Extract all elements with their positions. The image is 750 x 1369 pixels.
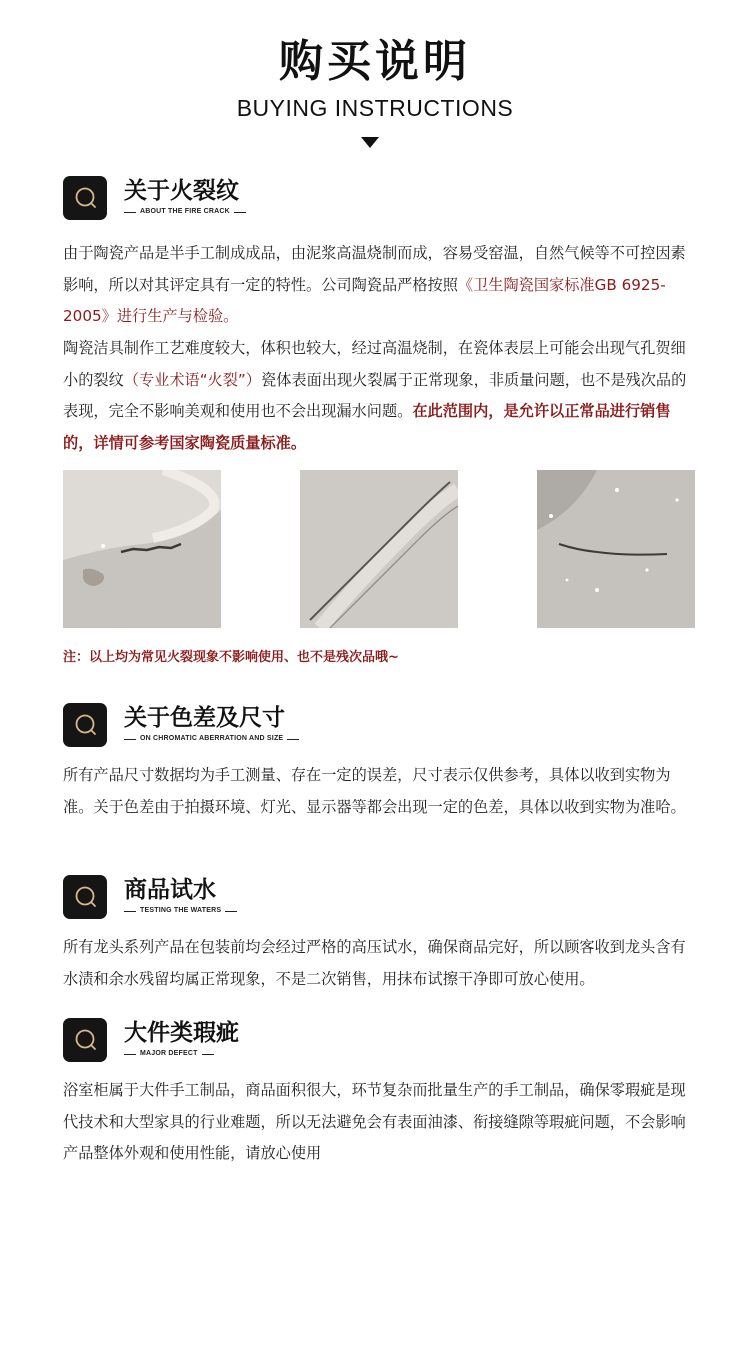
section-subtitle-fire-crack [124, 207, 246, 217]
section-subtitle-major-defect [124, 1049, 214, 1059]
color-size-paragraph: 所有产品尺寸数据均为手工测量、存在一定的误差，尺寸表示仅供参考，具体以收到实物为准。关于色差由于拍摄环境、灯光、显示器等都会出现一定的色差，具体以收到实物为准哈。 [63, 766, 686, 816]
fire-crack-paragraph-1 [63, 238, 695, 333]
section-title-major-defect: 大件类瑕疵 [124, 1020, 239, 1046]
crack-photo-3 [537, 470, 695, 628]
section-title-color-size: 关于色差及尺寸 [124, 705, 285, 731]
subtitle-rule [234, 212, 246, 213]
magnifier-icon [63, 875, 107, 919]
sales-permission-note: 在此范围内，是允许以正常品进行销售的，详情可参考国家陶瓷质量标准。 [63, 402, 671, 452]
section-subtitle-color-size [124, 734, 299, 744]
water-test-paragraph: 所有龙头系列产品在包装前均会经过严格的高压试水，确保商品完好，所以顾客收到龙头含有水渍和余水残留均属正常现象，不是二次销售，用抹布试擦干净即可放心使用。 [63, 938, 686, 988]
subtitle-rule [124, 911, 136, 912]
page-subtitle: BUYING INSTRUCTIONS [236, 95, 514, 121]
standard-reference: 《卫生陶瓷国家标准GB 6925-2005》进行生产与检验。 [63, 275, 666, 325]
paragraph-text: 陶瓷洁具制作工艺难度较大，体积也较大，经过高温烧制，在瓷体表层上可能会出现气孔贺细小的裂纹 [63, 339, 686, 389]
term-fire-crack: （专业术语“火裂”） [123, 370, 261, 389]
section-title-water-test: 商品试水 [124, 877, 216, 903]
section-subtitle-text: ABOUT THE FIRE CRACK [140, 208, 230, 215]
fire-crack-note: 注：以上均为常见火裂现象不影响使用、也不是残次品哦~ [63, 650, 399, 665]
magnifier-icon [63, 176, 107, 220]
subtitle-rule [124, 739, 136, 740]
section-subtitle-text: TESTING THE WATERS [140, 907, 222, 914]
subtitle-rule [287, 739, 299, 740]
crack-photo-1 [63, 470, 221, 628]
subtitle-rule [124, 212, 136, 213]
down-arrow-icon [361, 137, 379, 148]
subtitle-rule [225, 911, 237, 912]
fire-crack-paragraph-2 [63, 333, 695, 459]
magnifier-icon [63, 703, 107, 747]
paragraph-text: 由于陶瓷产品是半手工制成成品，由泥浆高温烧制而成，容易受窑温，自然气候等不可控因素影响，所以对其评定具有一定的特性。公司陶瓷品严格按照 [63, 244, 686, 294]
section-subtitle-text: ON CHROMATIC ABERRATION AND SIZE [140, 735, 284, 742]
crack-photo-2 [300, 470, 458, 628]
section-subtitle-water-test [124, 906, 237, 916]
paragraph-text: 瓷体表面出现火裂属于正常现象，非质量问题，也不是残次品的表现，完全不影响美观和使用也不会出现漏水问题。 [63, 370, 687, 420]
subtitle-rule [124, 1054, 136, 1055]
page-title: 购买说明 [279, 36, 471, 87]
magnifier-icon [63, 1018, 107, 1062]
subtitle-rule [202, 1054, 214, 1055]
section-subtitle-text: MAJOR DEFECT [140, 1050, 198, 1057]
section-title-fire-crack: 关于火裂纹 [124, 178, 239, 204]
major-defect-paragraph: 浴室柜属于大件手工制品，商品面积很大，环节复杂而批量生产的手工制品，确保零瑕疵是现代技术和大型家具的行业难题，所以无法避免会有表面油漆、衔接缝隙等瑕疵问题，不会影响产品整体外观和使用性能，请放心使用 [63, 1081, 686, 1162]
